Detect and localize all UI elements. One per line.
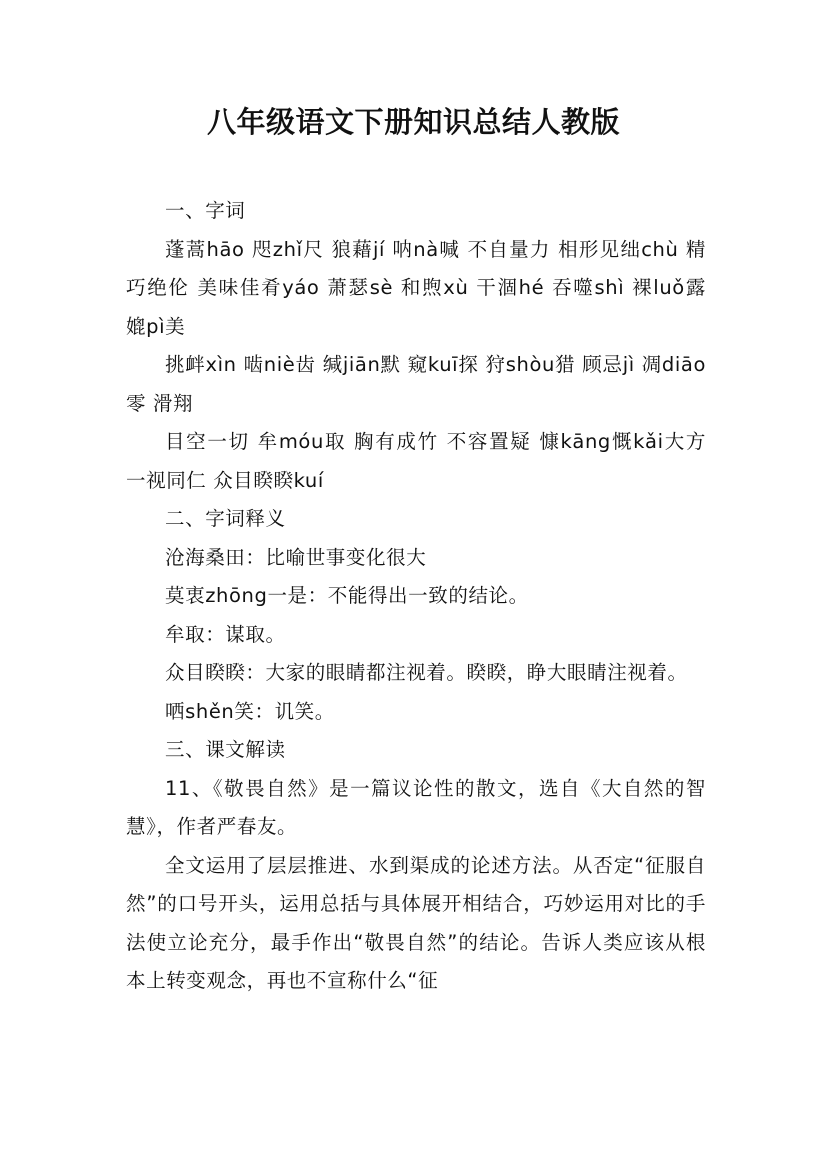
analysis-paragraph-1: 11、《敬畏自然》是一篇议论性的散文，选自《大自然的智慧》，作者严春友。	[126, 776, 706, 838]
definition-paragraph-5: 哂shěn笑：讥笑。	[165, 699, 335, 723]
vocabulary-paragraph-3: 目空一切 牟móu取 胸有成竹 不容置疑 慷kāng慨kǎi大方 一视同仁 众目睽睽kuí	[126, 430, 706, 492]
analysis-paragraph-2: 全文运用了层层推进、水到渠成的论述方法。从否定“征服自然”的口号开头，运用总括与具体展开相结合，巧妙运用对比的手法使立论充分，最手作出“敬畏自然”的结论。告诉人类应该从根本上转变观念，再也不宣称什么“征	[126, 853, 706, 992]
document-title: 八年级语文下册知识总结人教版	[206, 105, 620, 139]
vocabulary-paragraph-1: 蓬蒿hāo 咫zhǐ尺 狼藉jí 呐nà喊 不自量力 相形见绌chù 精巧绝伦 美味佳肴yáo 萧瑟sè 和煦xù 干涸hé 吞噬shì 裸luǒ露 媲pì美	[126, 237, 706, 338]
definition-paragraph-3: 牟取：谋取。	[165, 622, 286, 646]
definition-paragraph-1: 沧海桑田：比喻世事变化很大	[165, 545, 427, 569]
document-body	[126, 192, 706, 1001]
section-heading-definitions: 二、字词释义	[165, 507, 286, 530]
vocabulary-paragraph-2: 挑衅xìn 啮niè齿 缄jiān默 窥kuī探 狩shòu猎 顾忌jì 凋diāo零 滑翔	[126, 353, 706, 415]
definition-paragraph-4: 众目睽睽：大家的眼睛都注视着。睽睽，睁大眼睛注视着。	[165, 661, 688, 684]
section-heading-vocabulary: 一、字词	[165, 199, 246, 222]
definition-paragraph-2: 莫衷zhōng一是：不能得出一致的结论。	[165, 584, 529, 607]
section-heading-analysis: 三、课文解读	[165, 738, 286, 761]
